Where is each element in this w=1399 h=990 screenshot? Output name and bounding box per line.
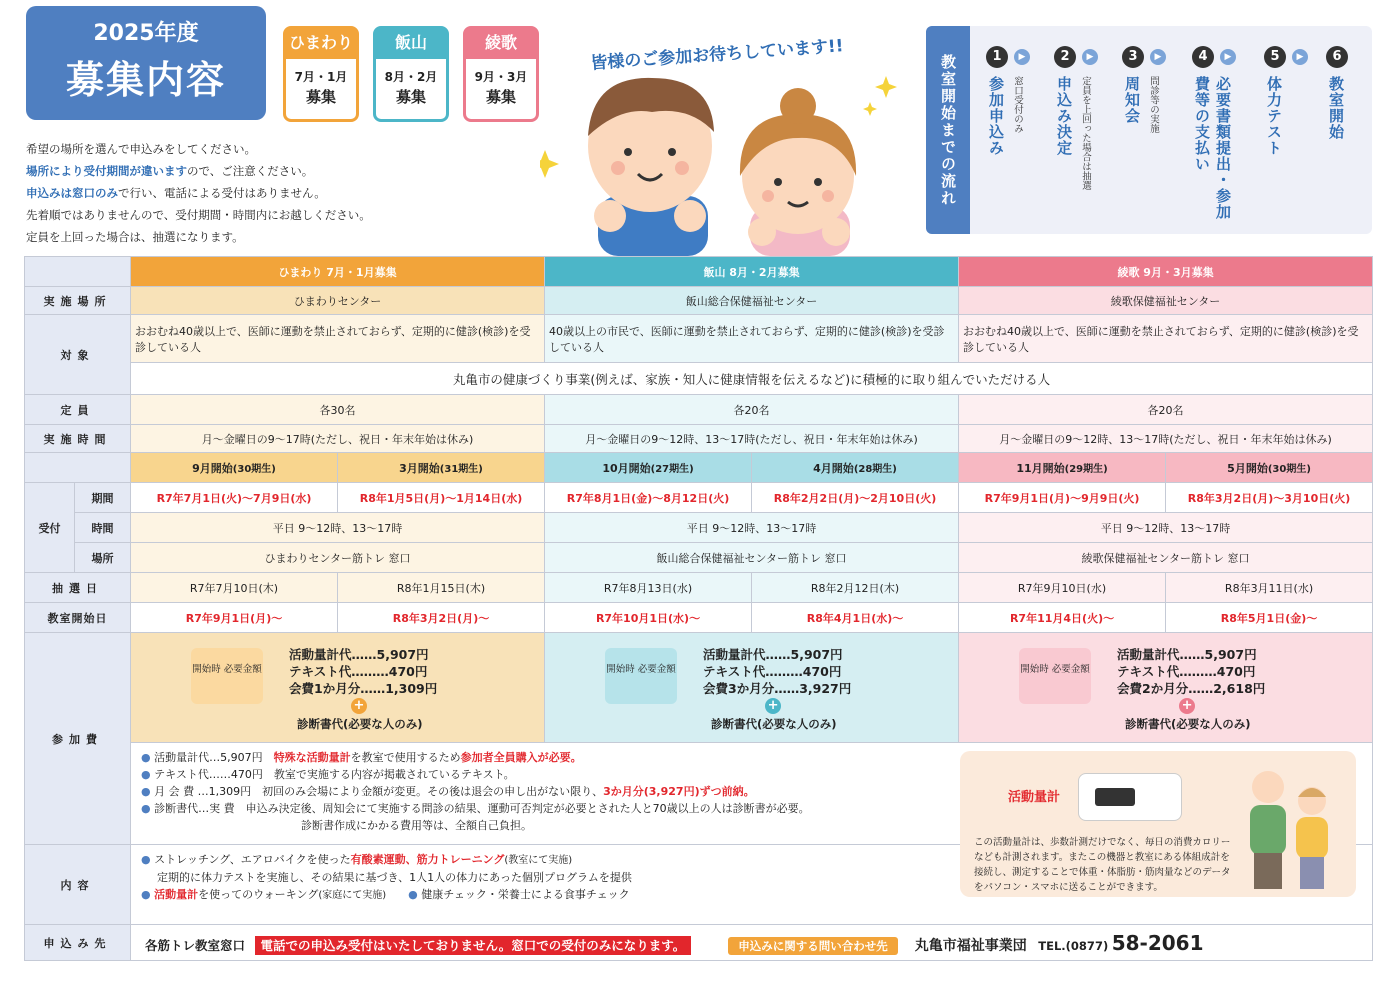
term-start-label: 9月開始 [192, 461, 233, 475]
fee-line: 会費2か月分……2,618円 [1117, 680, 1266, 696]
inquiry-label: 申込みに関する問い合わせ先 [728, 937, 898, 955]
step-sub: 問診等の実施 [1148, 76, 1159, 133]
intro-line: 先着順ではありませんので、受付期間・時間内にお越しください。 [26, 208, 371, 222]
rec-place-iiyama: 飯山総合保健福祉センター筋トレ 窓口 [545, 543, 959, 573]
term-start [1166, 453, 1373, 483]
step-label: 教室開始 [1327, 76, 1345, 140]
flow-step [1050, 46, 1110, 226]
intro-line: ので、ご注意ください。 [187, 164, 314, 178]
term-start [338, 453, 545, 483]
activity-meter-panel [960, 751, 1356, 897]
capacity-iiyama: 各20名 [545, 395, 959, 425]
row-label-reception: 受付 [25, 483, 75, 573]
rec-place-ayauta: 綾歌保健福祉センター筋トレ 窓口 [959, 543, 1373, 573]
bullet-icon: ● [141, 751, 155, 764]
place-ayauta: 綾歌保健福祉センター [959, 287, 1373, 315]
header-blank [25, 257, 131, 287]
page-title: 募集内容 [65, 58, 226, 102]
fee-line: テキスト代………470円 [1117, 663, 1256, 679]
year-label: 2025年度 [93, 21, 199, 46]
bullet-icon: ● [141, 768, 155, 781]
step-sub: 窓口受付のみ [1012, 76, 1023, 133]
fee-box: 開始時 必要金額 [605, 648, 677, 704]
meter-title: 活動量計 [1008, 790, 1061, 805]
content-emphasis: 活動量計 [154, 888, 199, 901]
term-start [959, 453, 1166, 483]
content-text: を使ってのウォーキング [198, 888, 319, 901]
content-text: 健康チェック・栄養士による食事チェック [421, 888, 630, 901]
activity-meter-icon [1078, 773, 1182, 821]
step-label: 体力テスト [1265, 76, 1283, 156]
bullet-icon: ● [141, 785, 155, 798]
bullet-icon: ● [141, 888, 155, 901]
intro-line: で行い、電話による受付はありません。 [118, 186, 326, 200]
intro-line: 希望の場所を選んで申込みをしてください。 [26, 142, 256, 156]
target-iiyama: 40歳以上の市民で、医師に運動を禁止されておらず、定期的に健診(検診)を受診している人 [545, 315, 959, 363]
badge-iiyama [373, 26, 449, 122]
hours-iiyama: 月～金曜日の9～12時、13～17時(ただし、祝日・年末年始は休み) [545, 425, 959, 453]
bullet-icon: ● [141, 853, 155, 866]
lottery-cell: R8年1月15日(木) [338, 573, 545, 603]
step-number: 6 [1326, 46, 1348, 68]
org-name: 丸亀市福祉事業団 [914, 937, 1027, 954]
fee-line: テキスト代………470円 [703, 663, 842, 679]
term-gen: (30期生) [1267, 463, 1311, 475]
apply-cell [131, 925, 1373, 961]
step-label: 必要書類提出・参加費等の支払い [1193, 76, 1232, 220]
target-himawari: おおむね40歳以上で、医師に運動を禁止されておらず、定期的に健診(検診)を受診している人 [131, 315, 545, 363]
fee-himawari [131, 633, 545, 743]
rec-time-iiyama: 平日 9～12時、13～17時 [545, 513, 959, 543]
elderly-couple-icon [1232, 761, 1342, 891]
term-gen: (27期生) [650, 463, 694, 475]
row-label-place: 実施場所 [25, 287, 131, 315]
step-sub: 定員を上回った場合は抽選 [1080, 76, 1091, 190]
rec-time-himawari: 平日 9～12時、13～17時 [131, 513, 545, 543]
fee-line: 会費1か月分……1,309円 [289, 680, 438, 696]
note-item: 月 会 費 …1,309円 [154, 785, 252, 798]
term-gen: (30期生) [232, 463, 276, 475]
fee-line: 活動量計代……5,907円 [1117, 646, 1257, 662]
start-cell: R7年10月1日(水)～ [545, 603, 752, 633]
period-cell: R8年2月2日(月)～2月10日(火) [752, 483, 959, 513]
lottery-cell: R7年7月10日(木) [131, 573, 338, 603]
start-cell: R7年11月4日(火)～ [959, 603, 1166, 633]
step-number: 5 [1264, 46, 1286, 68]
lottery-cell: R7年9月10日(水) [959, 573, 1166, 603]
capacity-ayauta: 各20名 [959, 395, 1373, 425]
head-ayauta: 綾歌 9月・3月募集 [959, 257, 1373, 287]
intro-line: 定員を上回った場合は、抽選になります。 [26, 230, 244, 244]
badge-months: 9月・3月 [474, 70, 528, 84]
head-himawari: ひまわり 7月・1月募集 [131, 257, 545, 287]
arrow-right-icon: ▶ [1292, 49, 1308, 65]
row-label-lottery: 抽選日 [25, 573, 131, 603]
badge-ayauta [463, 26, 539, 122]
step-number: 2 [1054, 46, 1076, 68]
period-cell: R7年9月1日(月)～9月9日(火) [959, 483, 1166, 513]
period-cell: R8年3月2日(月)～3月10日(火) [1166, 483, 1373, 513]
flow-step [1118, 46, 1178, 226]
fee-line: テキスト代………470円 [289, 663, 428, 679]
note-text: 初回のみ会場により金額が変更。その後は退会の申し出がない限り、 [262, 785, 604, 798]
row-label-location: 場所 [75, 543, 131, 573]
step-label: 周知会 [1123, 76, 1141, 124]
lottery-cell: R8年3月11日(水) [1166, 573, 1373, 603]
place-himawari: ひまわりセンター [131, 287, 545, 315]
note-emphasis: 特殊な活動量計 [273, 751, 351, 764]
content-text: 定期的に体力テストを実施し、その結果に基づき、1人1人の体力にあった個別プログラムを提供 [157, 871, 632, 884]
row-label-period: 期間 [75, 483, 131, 513]
start-cell: R7年9月1日(月)～ [131, 603, 338, 633]
fee-line: 活動量計代……5,907円 [289, 646, 429, 662]
term-gen: (31期生) [439, 463, 483, 475]
term-gen: (28期生) [853, 463, 897, 475]
lottery-cell: R8年2月12日(木) [752, 573, 959, 603]
badge-label: 募集 [395, 88, 426, 106]
start-cell: R8年5月1日(金)～ [1166, 603, 1373, 633]
arrow-right-icon: ▶ [1220, 49, 1236, 65]
row-label-apply: 申込み先 [25, 925, 131, 961]
flow-step [1188, 46, 1248, 226]
badge-name: 綾歌 [466, 29, 536, 59]
step-label: 参加申込み [987, 76, 1005, 156]
period-cell: R7年8月1日(金)～8月12日(火) [545, 483, 752, 513]
intro-emphasis: 申込みは窓口のみ [26, 186, 118, 200]
note-item: 診断書代…実 費 [154, 802, 235, 815]
hours-ayauta: 月～金曜日の9～12時、13～17時(ただし、祝日・年末年始は休み) [959, 425, 1373, 453]
period-cell: R8年1月5日(月)～1月14日(水) [338, 483, 545, 513]
fee-line: 活動量計代……5,907円 [703, 646, 843, 662]
flow-step [982, 46, 1042, 226]
apply-place: 各筋トレ教室窓口 [145, 937, 246, 953]
row-label-time: 時間 [75, 513, 131, 543]
start-cell: R8年3月2日(月)～ [338, 603, 545, 633]
step-number: 4 [1192, 46, 1214, 68]
badge-name: ひまわり [286, 29, 356, 59]
plus-icon: + [765, 698, 781, 714]
capacity-himawari: 各30名 [131, 395, 545, 425]
recruitment-table [24, 256, 1373, 961]
step-label: 申込み決定 [1055, 76, 1073, 156]
fee-diagnosis: 診断書代(必要な人のみ) [1125, 716, 1251, 731]
term-start-label: 11月開始 [1016, 461, 1065, 475]
flow-title: 教室開始までの流れ [926, 26, 970, 234]
fee-diagnosis: 診断書代(必要な人のみ) [297, 716, 423, 731]
badge-months: 8月・2月 [384, 70, 438, 84]
arrow-right-icon: ▶ [1150, 49, 1166, 65]
intro-text [26, 138, 546, 248]
rec-place-himawari: ひまわりセンター筋トレ 窓口 [131, 543, 545, 573]
step-number: 1 [986, 46, 1008, 68]
apply-warning: 電話での申込み受付はいたしておりません。窓口での受付のみになります。 [255, 936, 692, 955]
flow-panel [926, 26, 1372, 234]
content-note: (家庭にて実施) [318, 890, 387, 901]
fee-ayauta [959, 633, 1373, 743]
start-cell: R8年4月1日(水)～ [752, 603, 959, 633]
bullet-icon: ● [141, 802, 155, 815]
note-text: 診断書作成にかかる費用等は、全額自己負担。 [301, 819, 532, 832]
term-start [131, 453, 338, 483]
term-start-label: 5月開始 [1227, 461, 1268, 475]
badge-months: 7月・1月 [294, 70, 348, 84]
note-text: 教室で実施する内容が掲載されているテキスト。 [273, 768, 515, 781]
arrow-right-icon: ▶ [1014, 49, 1030, 65]
fee-box: 開始時 必要金額 [191, 648, 263, 704]
term-start-label: 4月開始 [813, 461, 854, 475]
badge-label: 募集 [485, 88, 516, 106]
target-ayauta: おおむね40歳以上で、医師に運動を禁止されておらず、定期的に健診(検診)を受診している人 [959, 315, 1373, 363]
row-label-content: 内容 [25, 845, 131, 925]
note-emphasis: 3か月分(3,927円)ずつ前納。 [603, 785, 755, 798]
flow-step [1322, 46, 1382, 226]
content-text: ストレッチング、エアロバイクを使った [154, 853, 351, 866]
head-iiyama: 飯山 8月・2月募集 [545, 257, 959, 287]
fee-box: 開始時 必要金額 [1019, 648, 1091, 704]
note-emphasis: 参加者全員購入が必要。 [460, 751, 582, 764]
note-item: 活動量計代…5,907円 [154, 751, 263, 764]
rec-time-ayauta: 平日 9～12時、13～17時 [959, 513, 1373, 543]
row-label-start: 教室開始日 [25, 603, 131, 633]
boy-figure [588, 78, 714, 256]
term-start-label: 10月開始 [602, 461, 651, 475]
intro-emphasis: 場所により受付期間が違います [26, 164, 187, 178]
tel-number: 58-2061 [1111, 930, 1204, 955]
tel-label: TEL.(0877) [1038, 938, 1109, 953]
term-start [752, 453, 959, 483]
flow-step [1260, 46, 1320, 226]
plus-icon: + [351, 698, 367, 714]
badge-label: 募集 [305, 88, 336, 106]
row-label-fee: 参加費 [25, 633, 131, 845]
note-item: テキスト代……470円 [154, 768, 263, 781]
badge-name: 飯山 [376, 29, 446, 59]
term-gen: (29期生) [1064, 463, 1108, 475]
people-illustration [540, 66, 910, 256]
girl-figure [740, 88, 856, 256]
period-cell: R7年7月1日(火)～7月9日(水) [131, 483, 338, 513]
badge-himawari [283, 26, 359, 122]
step-number: 3 [1122, 46, 1144, 68]
fee-line: 会費3か月分……3,927円 [703, 680, 852, 696]
bullet-icon: ● [408, 888, 422, 901]
row-label-target: 対象 [25, 315, 131, 395]
target-common: 丸亀市の健康づくり事業(例えば、家族・知人に健康情報を伝えるなど)に積極的に取り組んでいただける人 [131, 363, 1373, 395]
arrow-right-icon: ▶ [1082, 49, 1098, 65]
row-label-capacity: 定員 [25, 395, 131, 425]
note-text: を教室で使用するため [350, 751, 461, 764]
term-header-blank [25, 453, 131, 483]
fee-diagnosis: 診断書代(必要な人のみ) [711, 716, 837, 731]
row-label-hours: 実施時間 [25, 425, 131, 453]
hours-himawari: 月～金曜日の9～17時(ただし、祝日・年末年始は休み) [131, 425, 545, 453]
title-box [26, 6, 266, 120]
term-start-label: 3月開始 [399, 461, 440, 475]
lottery-cell: R7年8月13日(水) [545, 573, 752, 603]
meter-description: この活動量計は、歩数計測だけでなく、毎日の消費カロリーなども計測されます。またこの機器と教室にある体組成計を接続し、測定することで体重・体脂肪・筋肉量などのデータをパソコン・スマホに送ることができます。 [974, 837, 1231, 893]
fee-iiyama [545, 633, 959, 743]
welcome-message: 皆様のご参加お待ちしています!! [589, 36, 845, 74]
content-emphasis: 有酸素運動、筋力トレーニング [350, 853, 505, 866]
note-text: 申込み決定後、周知会にて実施する問診の結果、運動可否判定が必要とされた人と70歳以上の人は診断書が必要。 [245, 802, 810, 815]
content-note: (教室にて実施) [504, 855, 573, 866]
term-start [545, 453, 752, 483]
place-iiyama: 飯山総合保健福祉センター [545, 287, 959, 315]
plus-icon: + [1179, 698, 1195, 714]
